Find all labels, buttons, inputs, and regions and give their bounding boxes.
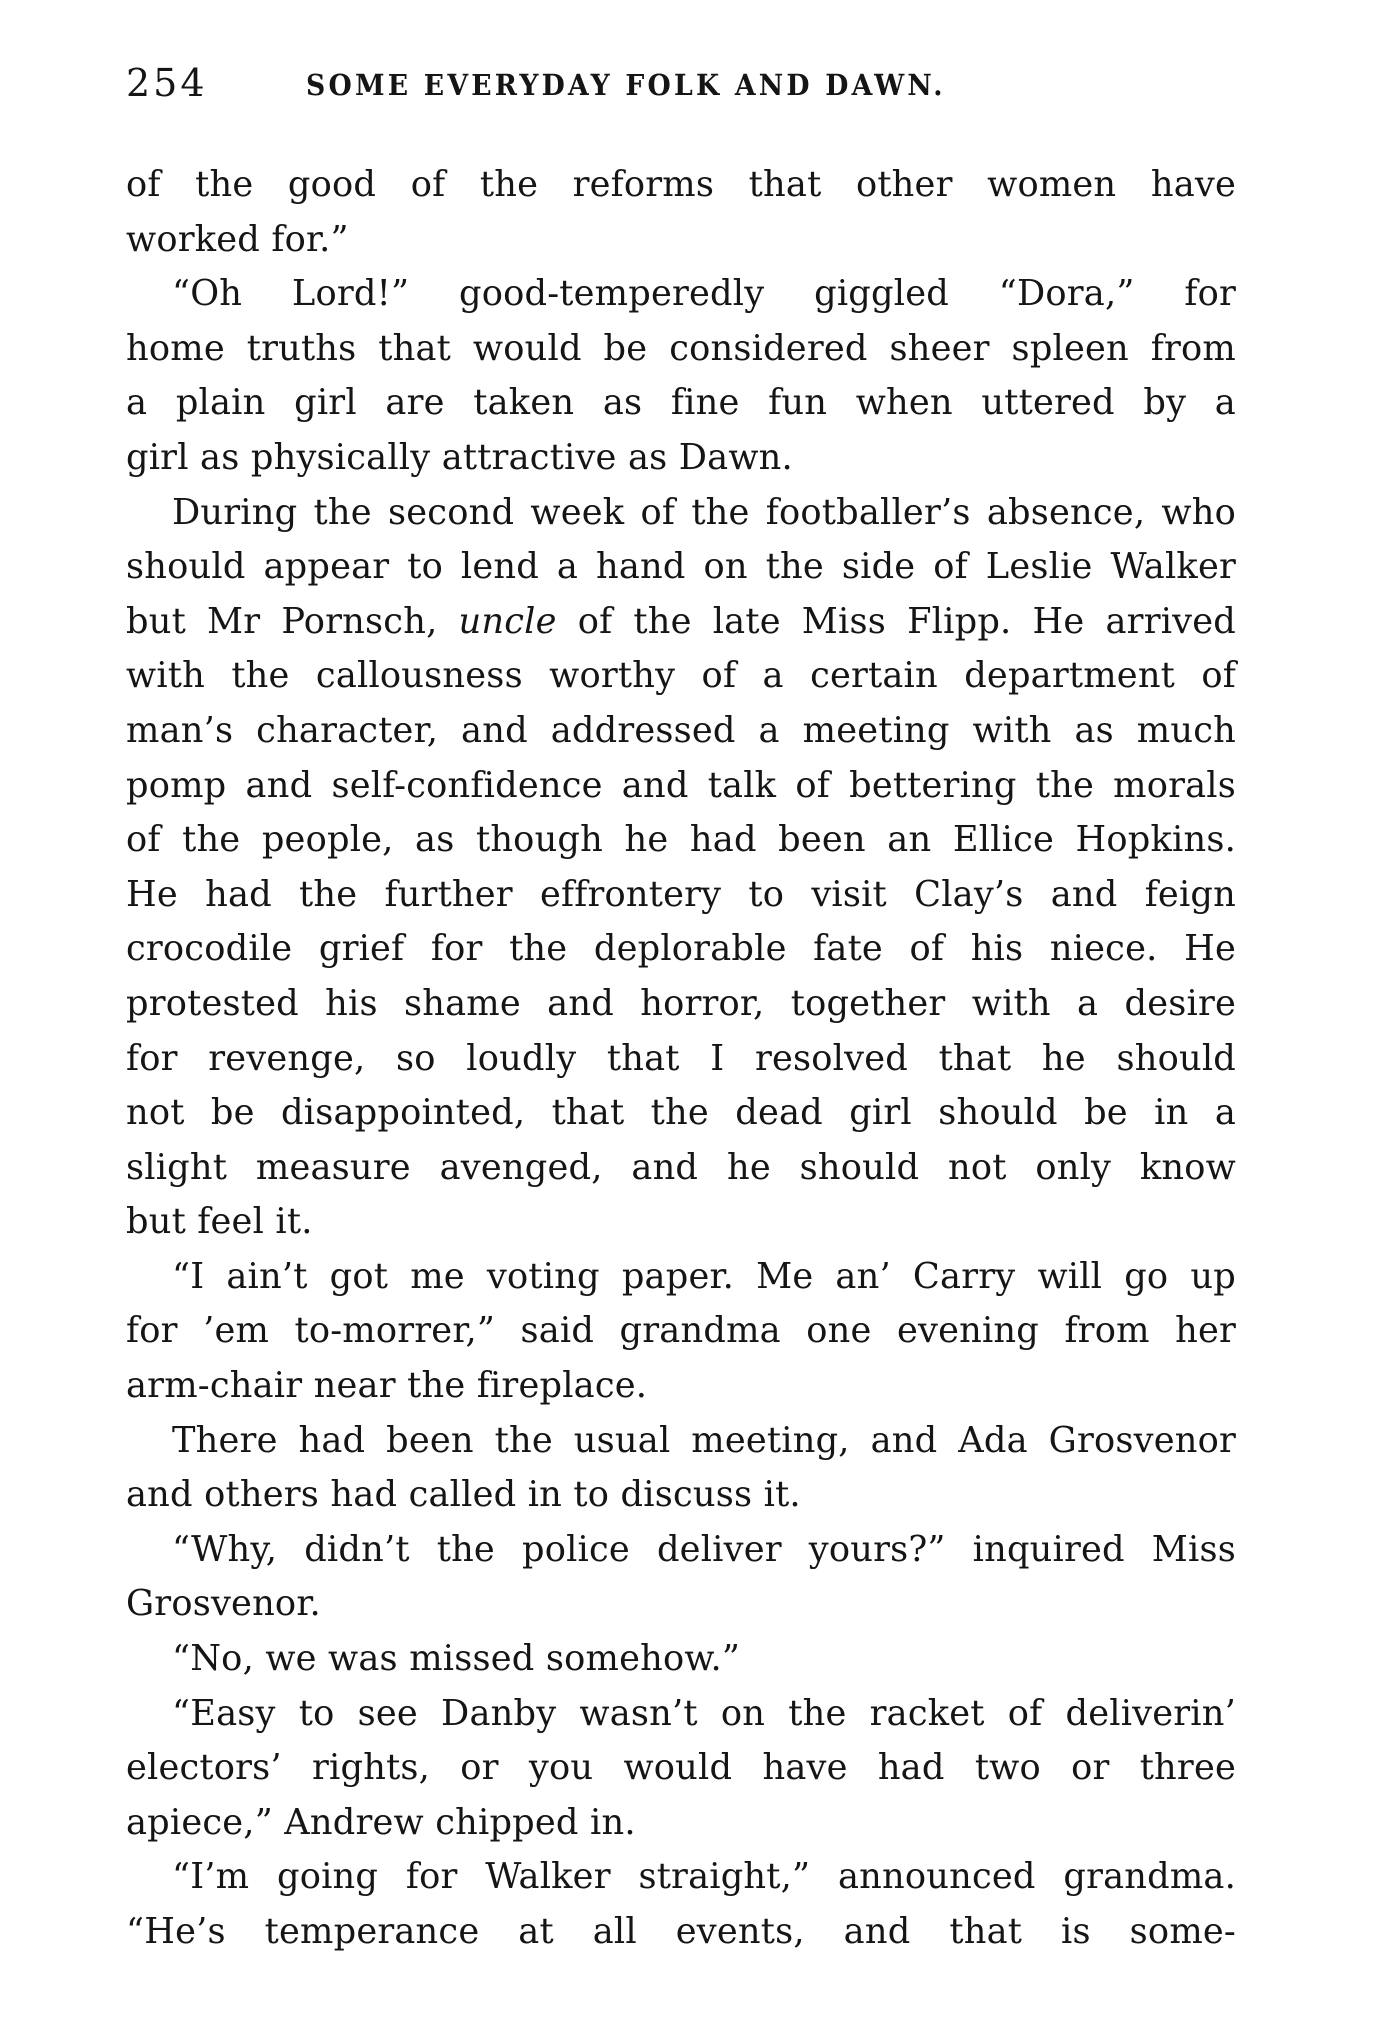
text-line: He had the further effrontery to visit Clay’s and feign [126, 873, 1236, 915]
text-line: but Mr Pornsch, uncle of the late Miss Flipp. He arrived [126, 600, 1236, 642]
text-line: for revenge, so loudly that I resolved that he should [126, 1037, 1236, 1079]
text-line: “I’m going for Walker straight,” announced grandma. [172, 1856, 1236, 1898]
text-line: not be disappointed, that the dead girl should be in a [126, 1092, 1236, 1134]
text-line: should appear to lend a hand on the side of Leslie Walker [126, 546, 1236, 588]
text-line: “I ain’t got me voting paper. Me an’ Carry will go up [172, 1255, 1236, 1297]
text-line: slight measure avenged, and he should not only know [126, 1146, 1236, 1188]
text-line: “Why, didn’t the police deliver yours?” inquired Miss [172, 1528, 1236, 1570]
running-head: SOME EVERYDAY FOLK AND DAWN. [306, 68, 946, 102]
text-line: “Easy to see Danby wasn’t on the racket of deliverin’ [172, 1692, 1236, 1734]
text-line: a plain girl are taken as fine fun when uttered by a [126, 382, 1236, 424]
text-line: “No, we was missed somehow.” [172, 1638, 741, 1680]
text-line: girl as physically attractive as Dawn. [126, 436, 793, 478]
text-line: Grosvenor. [126, 1583, 321, 1625]
page-number: 254 [126, 61, 208, 105]
text-line: There had been the usual meeting, and Ada Grosvenor [172, 1419, 1236, 1461]
text-line: but feel it. [126, 1201, 313, 1243]
text-line: “Oh Lord!” good-temperedly giggled “Dora,” for [172, 273, 1236, 315]
text-line: and others had called in to discuss it. [126, 1474, 801, 1516]
text-line: man’s character, and addressed a meeting with as much [126, 709, 1236, 751]
text-line: with the callousness worthy of a certain department of [126, 655, 1236, 697]
text-line: for ’em to-morrer,” said grandma one evening from her [126, 1310, 1236, 1352]
text-line: worked for.” [126, 218, 349, 260]
text-line: apiece,” Andrew chipped in. [126, 1801, 636, 1843]
text-line: of the good of the reforms that other women have [126, 164, 1236, 205]
text-line: During the second week of the footballer’s absence, who [172, 491, 1236, 533]
text-line: of the people, as though he had been an Ellice Hopkins. [126, 819, 1236, 861]
text-line: pomp and self-confidence and talk of bettering the morals [126, 764, 1236, 806]
text-line: protested his shame and horror, together with a desire [126, 982, 1236, 1024]
page-header [126, 58, 1236, 108]
text-line: arm-chair near the fireplace. [126, 1365, 648, 1407]
text-line: home truths that would be considered sheer spleen from [126, 327, 1236, 369]
italic-word: uncle [458, 600, 557, 642]
text-line: electors’ rights, or you would have had two or three [126, 1747, 1236, 1789]
text-line: crocodile grief for the deplorable fate of his niece. He [126, 928, 1236, 970]
text-line: “He’s temperance at all events, and that is some- [126, 1911, 1236, 1952]
body-text [126, 158, 1236, 1960]
